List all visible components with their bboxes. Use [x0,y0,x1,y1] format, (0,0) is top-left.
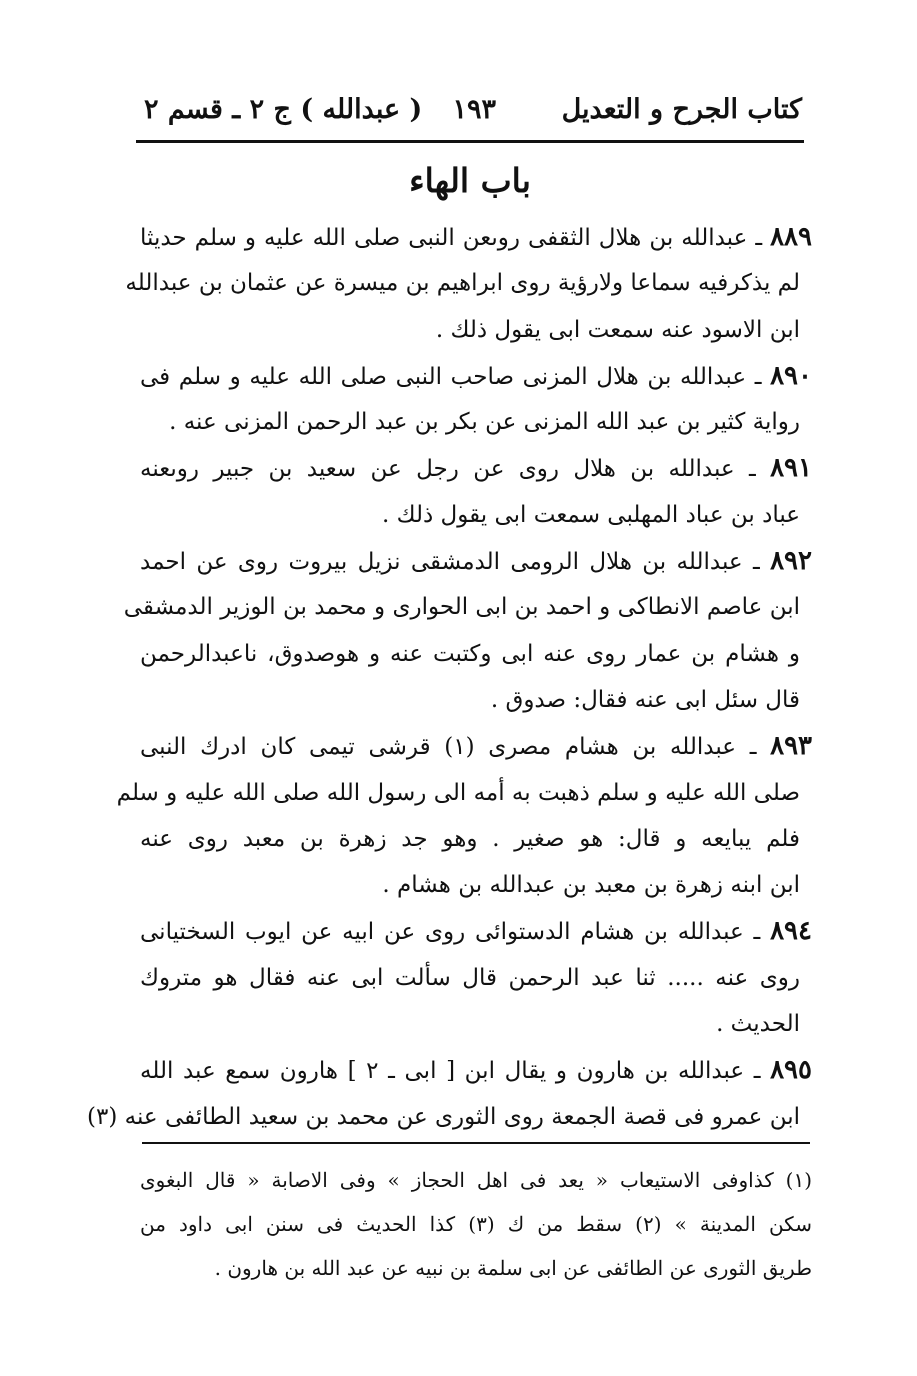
entry-text: و هشام بن عمار روى عنه ابى وكتبت عنه و هوصدوق، ناعبدالرحمن [140,640,800,667]
chapter-title: باب الهاء [409,161,531,200]
entry-text: ابن عمرو فى قصة الجمعة روى الثورى عن محمد بن سعيد الطائفى عنه (٣) [87,1103,800,1130]
entry-line [140,307,812,353]
entry [87,1047,812,1140]
entry-line [125,260,812,306]
entry [116,723,813,908]
entry-line [140,538,812,584]
entry-number: ٨٩٣ [770,731,813,762]
header-rule [136,140,804,143]
entry-line [140,1001,812,1047]
entry-line [140,214,812,260]
footnote-line: (١) كذاوفى الاستيعاب « يعد فى اهل الحجاز » وفى الاصابة « قال البغوى [140,1168,812,1192]
volume-label: ( عبدالله ) ج ٢ ـ قسم ٢ [144,94,423,125]
page-number: ١٩٣ [452,94,496,125]
entry-line [123,584,812,630]
footnote-line: طريق الثورى عن الطائفى عن ابى سلمة بن نبيه عن عبد الله بن هارون . [214,1256,812,1280]
entry-text: فلم يبايعه و قال: هو صغير . وهو جد زهرة بن معبد روى عنه [140,825,800,852]
entry-text: صلى الله عليه و سلم ذهبت به أمه الى رسول الله صلى الله عليه و سلم [116,779,800,806]
entry-number: ٨٨٩ [770,222,812,252]
entry-text: ـ عبدالله بن هلال روى عن رجل عن سعيد بن جبير روىعنه [140,456,756,483]
entry-number: ٨٩٤ [770,916,812,947]
entry-line [140,445,812,491]
entry-number: ٨٩٢ [770,546,812,577]
entry-text: رواية كثير بن عبد الله المزنى عن بكر بن عبد الرحمن المزنى عنه . [169,409,800,436]
footnote-rule [142,1142,810,1144]
entry-text: ابن عاصم الانطاكى و احمد بن ابى الحوارى و محمد بن الوزير الدمشقى [123,594,800,621]
entry-line [140,492,812,538]
entry-text: ـ عبدالله بن هلال المزنى صاحب النبى صلى الله عليه و سلم فى [140,363,762,390]
entry-text: ابن ابنه زهرة بن معبد بن عبدالله بن هشام . [382,872,800,899]
entry-line [140,862,812,908]
entries-list [87,214,813,1140]
entry-number: ٨٩٥ [770,1055,812,1086]
entry-line [140,399,812,445]
entry-text: ابن الاسود عنه سمعت ابى يقول ذلك . [435,316,800,343]
entry-text: ـ عبدالله بن هشام مصرى (١) قرشى تيمى كان ادرك النبى [140,734,757,761]
entry-text: ـ عبدالله بن هارون و يقال ابن [ ابى ـ ٢ ] هارون سمع عبد الله [140,1058,761,1085]
entry-line [87,1094,812,1140]
running-header [136,86,804,134]
entry-text: ـ عبدالله بن هلال الثقفى روىعن النبى صلى الله عليه و سلم حديثا [140,225,763,251]
entry-text: الحديث . [716,1011,800,1038]
entry-line [116,770,812,816]
entry-line [140,677,812,723]
entry-text: ـ عبدالله بن هشام الدستوائى روى عن ابيه عن ايوب السختيانى [140,919,761,946]
footnotes [140,1158,812,1290]
entry-number: ٨٩١ [770,453,812,484]
footnote-line: سكن المدينة » (٢) سقط من ك (٣) كذا الحديث فى سنن ابى داود من [140,1212,812,1236]
entry [140,908,812,1047]
entry-text: لم يذكرفيه سماعا ولارؤية روى ابراهيم بن ميسرة عن عثمان بن عبدالله [125,270,800,297]
entry [125,214,812,353]
entry-line [140,955,812,1001]
book-title: كتاب الجرح و التعديل [561,94,802,125]
entry-line [140,1047,812,1093]
entry-line [140,631,812,677]
entry-text: ـ عبدالله بن هلال الرومى الدمشقى نزيل بيروت روى عن احمد [140,549,760,576]
entry-text: روى عنه ..... ثنا عبد الرحمن قال سألت ابى عنه فقال هو متروك [140,964,800,991]
entry-line [140,723,812,769]
entry-text: عباد بن عباد المهلبى سمعت ابى يقول ذلك . [381,501,800,528]
entry [140,445,812,538]
entry-line [140,908,812,954]
entry [123,538,812,723]
entry [140,353,812,446]
entry-line [140,353,812,399]
entry-number: ٨٩٠ [770,360,812,391]
entry-text: قال سئل ابى عنه فقال: صدوق . [490,686,800,713]
entry-line [140,816,812,862]
